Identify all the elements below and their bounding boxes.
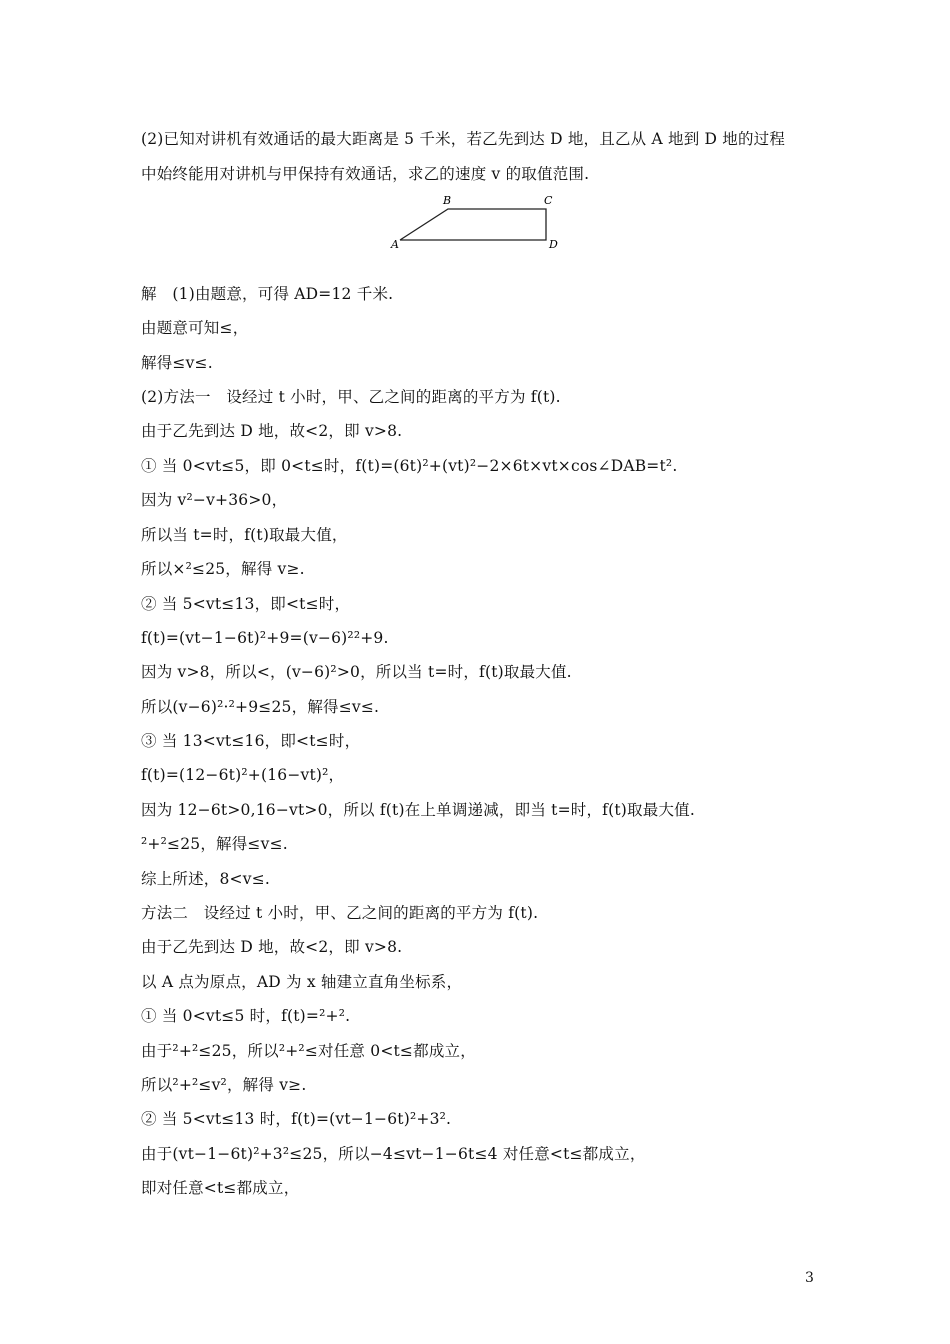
solution-line: ① 当 0<vt≤5 时，f(t)=²+².	[141, 1007, 351, 1025]
solution-line: 解 (1)由题意，可得 AD=12 千米.	[141, 285, 394, 303]
vertex-label-c: C	[544, 194, 553, 207]
page-number: 3	[805, 1270, 814, 1286]
solution-line: 以 A 点为原点，AD 为 x 轴建立直角坐标系，	[141, 973, 463, 991]
solution-line: 所以²+²≤v²，解得 v≥.	[141, 1076, 307, 1094]
solution-line: ② 当 5<vt≤13，即<t≤时，	[141, 595, 351, 613]
solution-line: 由于乙先到达 D 地，故<2，即 v>8.	[141, 938, 403, 956]
solution-line: (2)方法一 设经过 t 小时，甲、乙之间的距离的平方为 f(t).	[141, 388, 561, 406]
solution-line: ²+²≤25，解得≤v≤.	[141, 835, 288, 853]
solution-line: ① 当 0<vt≤5，即 0<t≤时，f(t)=(6t)²+(vt)²−2×6t×vt×cos∠DAB=t².	[141, 457, 678, 475]
solution-line: 方法二 设经过 t 小时，甲、乙之间的距离的平方为 f(t).	[141, 904, 539, 922]
solution-line: 解得≤v≤.	[141, 354, 213, 372]
solution-line: 因为 12−6t>0,16−vt>0，所以 f(t)在上单调递减，即当 t=时，f(t)取最大值.	[141, 801, 695, 819]
solution-line: 所以(v−6)²·²+9≤25，解得≤v≤.	[141, 698, 380, 716]
solution-line: 所以×²≤25，解得 v≥.	[141, 560, 305, 578]
solution-line: f(t)=(vt−1−6t)²+9=(v−6)²²+9.	[141, 629, 389, 647]
solution-line: 由于乙先到达 D 地，故<2，即 v>8.	[141, 422, 403, 440]
trapezoid-outline	[400, 209, 546, 240]
solution-line: f(t)=(12−6t)²+(16−vt)²，	[141, 766, 345, 784]
trapezoid-figure	[388, 192, 568, 254]
solution-line: 由于²+²≤25，所以²+²≤对任意 0<t≤都成立，	[141, 1042, 476, 1060]
solution-line: 综上所述，8<v≤.	[141, 870, 271, 888]
solution-line: 因为 v²−v+36>0，	[141, 491, 288, 509]
solution-line: 所以当 t=时，f(t)取最大值，	[141, 526, 348, 544]
vertex-label-b: B	[443, 194, 452, 207]
solution-line: 因为 v>8，所以<，(v−6)²>0，所以当 t=时，f(t)取最大值.	[141, 663, 572, 681]
solution-line: 由题意可知≤，	[141, 319, 249, 337]
solution-line: ② 当 5<vt≤13 时，f(t)=(vt−1−6t)²+3².	[141, 1110, 452, 1128]
solution-line: 由于(vt−1−6t)²+3²≤25，所以−4≤vt−1−6t≤4 对任意<t≤都成立，	[141, 1145, 646, 1163]
problem-line-1: (2)已知对讲机有效通话的最大距离是 5 千米，若乙先到达 D 地，且乙从 A 地到 D 地的过程	[141, 130, 786, 148]
solution-line: ③ 当 13<vt≤16，即<t≤时，	[141, 732, 361, 750]
solution-line: 即对任意<t≤都成立，	[141, 1179, 300, 1197]
problem-line-2: 中始终能用对讲机与甲保持有效通话，求乙的速度 v 的取值范围.	[141, 165, 590, 183]
vertex-label-d: D	[549, 238, 558, 251]
vertex-label-a: A	[391, 238, 399, 251]
